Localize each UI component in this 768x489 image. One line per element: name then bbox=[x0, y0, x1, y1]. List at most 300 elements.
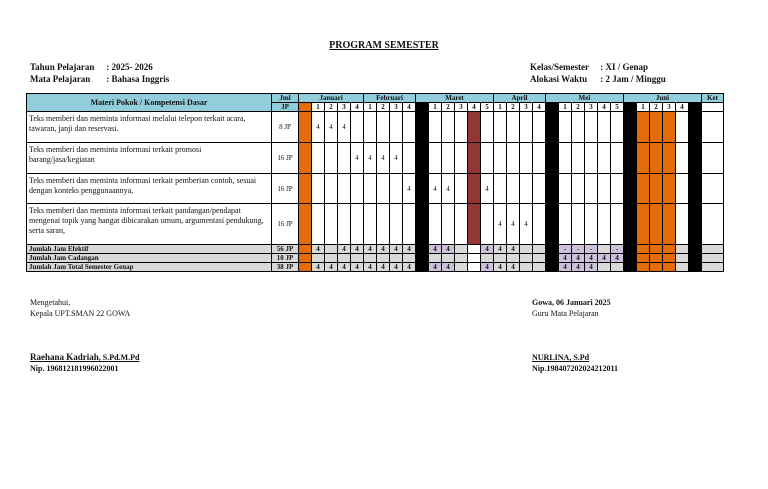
week-cell bbox=[559, 112, 572, 143]
summary-ket bbox=[702, 254, 724, 263]
week-cell bbox=[377, 204, 390, 245]
header-separator bbox=[689, 103, 702, 112]
week-cell bbox=[572, 143, 585, 174]
summary-week-cell bbox=[689, 245, 702, 254]
week-cell bbox=[455, 174, 468, 204]
summary-week-cell bbox=[403, 254, 416, 263]
summary-week-cell: 4 bbox=[507, 263, 520, 272]
week-cell bbox=[520, 174, 533, 204]
summary-week-cell bbox=[468, 254, 481, 263]
header-week: 1 bbox=[559, 103, 572, 112]
week-cell bbox=[585, 112, 598, 143]
summary-week-cell: 4 bbox=[559, 263, 572, 272]
week-cell bbox=[637, 143, 650, 174]
materi-cell: Teks memberi dan meminta informasi terkait pandangan/pendapat mengenai topik yang hangat dibicarakan umum, argumentasi pendukung, serta saran, bbox=[27, 204, 272, 245]
week-cell bbox=[585, 204, 598, 245]
mata-pelajaran-value: : Bahasa Inggris bbox=[106, 74, 170, 84]
summary-week-cell bbox=[650, 245, 663, 254]
header-week: 2 bbox=[507, 103, 520, 112]
week-cell bbox=[533, 174, 546, 204]
summary-week-cell bbox=[312, 254, 325, 263]
week-cell bbox=[676, 174, 689, 204]
summary-week-cell: - bbox=[572, 245, 585, 254]
kepala-sekolah-nip: Nip. 196812181996022001 bbox=[30, 364, 119, 373]
summary-week-cell: 4 bbox=[312, 263, 325, 272]
week-cell bbox=[611, 112, 624, 143]
header-week: 4 bbox=[403, 103, 416, 112]
summary-label: Jumlah Jam Cadangan bbox=[27, 254, 272, 263]
jml-cell: 16 JP bbox=[272, 204, 299, 245]
week-cell bbox=[624, 112, 637, 143]
summary-week-cell: 4 bbox=[494, 245, 507, 254]
kelas-semester-value: : XI / Genap bbox=[600, 62, 649, 72]
week-cell bbox=[637, 112, 650, 143]
summary-week-cell bbox=[377, 254, 390, 263]
summary-week-cell: 4 bbox=[338, 245, 351, 254]
summary-week-cell: 4 bbox=[351, 245, 364, 254]
week-cell bbox=[546, 143, 559, 174]
summary-week-cell bbox=[481, 254, 494, 263]
week-cell bbox=[520, 112, 533, 143]
week-cell: 4 bbox=[507, 204, 520, 245]
header-week: 4 bbox=[533, 103, 546, 112]
table-row bbox=[27, 204, 724, 245]
header-separator bbox=[546, 103, 559, 112]
info-right bbox=[530, 61, 666, 85]
summary-label: Jumlah Jam Efektif bbox=[27, 245, 272, 254]
week-cell bbox=[390, 174, 403, 204]
week-cell bbox=[364, 174, 377, 204]
header-ket: Ket bbox=[702, 94, 724, 103]
summary-jml: 56 JP bbox=[272, 245, 299, 254]
summary-week-cell bbox=[416, 263, 429, 272]
summary-week-cell: 4 bbox=[572, 254, 585, 263]
summary-week-cell bbox=[663, 254, 676, 263]
materi-cell: Teks memberi dan meminta informasi terkait pemberian contoh, sesuai dengan konteks penggunaannya, bbox=[27, 174, 272, 204]
week-cell bbox=[676, 204, 689, 245]
jml-cell: 8 JP bbox=[272, 112, 299, 143]
header-week: 1 bbox=[429, 103, 442, 112]
summary-week-cell bbox=[390, 254, 403, 263]
summary-week-cell bbox=[533, 254, 546, 263]
tahun-pelajaran-label: Tahun Pelajaran bbox=[30, 62, 95, 72]
summary-row bbox=[27, 254, 724, 263]
header-week: 2 bbox=[572, 103, 585, 112]
header-week: 1 bbox=[364, 103, 377, 112]
summary-jml: 10 JP bbox=[272, 254, 299, 263]
week-cell bbox=[533, 112, 546, 143]
summary-week-cell bbox=[637, 263, 650, 272]
header-week: 5 bbox=[481, 103, 494, 112]
week-cell: 4 bbox=[351, 143, 364, 174]
summary-week-cell bbox=[533, 263, 546, 272]
header-month-april: April bbox=[494, 94, 546, 103]
week-cell bbox=[598, 174, 611, 204]
kepala-sekolah-title: , S.Pd.M.Pd bbox=[98, 353, 140, 362]
week-cell: 4 bbox=[403, 174, 416, 204]
week-cell bbox=[663, 204, 676, 245]
header-ket-blank bbox=[702, 103, 724, 112]
kelas-semester-label: Kelas/Semester bbox=[530, 62, 589, 72]
header-separator bbox=[299, 103, 312, 112]
summary-week-cell: 4 bbox=[364, 263, 377, 272]
summary-week-cell: 4 bbox=[559, 254, 572, 263]
week-cell bbox=[338, 174, 351, 204]
header-jml: Jml bbox=[272, 94, 299, 103]
week-cell bbox=[611, 174, 624, 204]
summary-week-cell bbox=[650, 263, 663, 272]
week-cell bbox=[611, 204, 624, 245]
header-week: 3 bbox=[390, 103, 403, 112]
week-cell: 4 bbox=[481, 174, 494, 204]
summary-week-cell bbox=[663, 263, 676, 272]
summary-week-cell: 4 bbox=[390, 263, 403, 272]
week-cell bbox=[494, 112, 507, 143]
week-cell bbox=[416, 204, 429, 245]
week-cell bbox=[585, 143, 598, 174]
header-week: 4 bbox=[676, 103, 689, 112]
summary-week-cell bbox=[299, 263, 312, 272]
summary-week-cell: 4 bbox=[442, 245, 455, 254]
week-cell bbox=[312, 143, 325, 174]
summary-week-cell bbox=[676, 263, 689, 272]
header-week: 1 bbox=[637, 103, 650, 112]
summary-week-cell bbox=[442, 254, 455, 263]
week-cell: 4 bbox=[429, 174, 442, 204]
header-separator bbox=[416, 103, 429, 112]
summary-week-cell: - bbox=[585, 245, 598, 254]
week-cell bbox=[494, 174, 507, 204]
week-cell bbox=[442, 204, 455, 245]
header-week: 2 bbox=[377, 103, 390, 112]
summary-week-cell: 4 bbox=[442, 263, 455, 272]
summary-week-cell: 4 bbox=[312, 245, 325, 254]
week-cell bbox=[650, 143, 663, 174]
summary-week-cell bbox=[546, 245, 559, 254]
summary-week-cell bbox=[364, 254, 377, 263]
materi-cell: Teks memberi dan meminta informasi melalui telepon terkait acara, tawaran, janji dan reservasi. bbox=[27, 112, 272, 143]
week-cell bbox=[507, 174, 520, 204]
summary-ket bbox=[702, 263, 724, 272]
week-cell bbox=[377, 174, 390, 204]
header-week: 3 bbox=[663, 103, 676, 112]
header-month-juni: Juni bbox=[624, 94, 702, 103]
week-cell: 4 bbox=[520, 204, 533, 245]
week-cell bbox=[533, 143, 546, 174]
summary-week-cell bbox=[637, 254, 650, 263]
summary-week-cell: 4 bbox=[429, 245, 442, 254]
summary-week-cell: 4 bbox=[572, 263, 585, 272]
summary-week-cell bbox=[689, 254, 702, 263]
header-week: 3 bbox=[520, 103, 533, 112]
week-cell bbox=[663, 112, 676, 143]
summary-week-cell bbox=[325, 254, 338, 263]
week-cell bbox=[650, 204, 663, 245]
signature-left bbox=[30, 297, 139, 374]
week-cell bbox=[481, 204, 494, 245]
week-cell bbox=[403, 204, 416, 245]
ket-cell bbox=[702, 143, 724, 174]
week-cell bbox=[676, 112, 689, 143]
week-cell bbox=[637, 174, 650, 204]
guru-mapel-text: Guru Mata Pelajaran bbox=[532, 309, 599, 318]
week-cell bbox=[650, 112, 663, 143]
week-cell bbox=[689, 143, 702, 174]
ket-cell bbox=[702, 112, 724, 143]
tahun-pelajaran-value: : 2025- 2026 bbox=[106, 62, 153, 72]
header-week: 4 bbox=[598, 103, 611, 112]
week-cell bbox=[611, 143, 624, 174]
summary-week-cell bbox=[546, 263, 559, 272]
week-cell bbox=[351, 112, 364, 143]
header-week: 3 bbox=[338, 103, 351, 112]
header-row-months bbox=[27, 94, 724, 103]
week-cell bbox=[325, 204, 338, 245]
summary-week-cell bbox=[507, 254, 520, 263]
summary-week-cell: 4 bbox=[598, 254, 611, 263]
week-cell bbox=[663, 174, 676, 204]
week-cell bbox=[299, 174, 312, 204]
summary-week-cell bbox=[546, 254, 559, 263]
week-cell bbox=[416, 174, 429, 204]
summary-week-cell: 4 bbox=[403, 245, 416, 254]
mata-pelajaran-label: Mata Pelajaran bbox=[30, 74, 91, 84]
guru-name: NURLINA, S.Pd bbox=[532, 353, 590, 362]
header-week: 2 bbox=[650, 103, 663, 112]
week-cell bbox=[546, 174, 559, 204]
week-cell bbox=[572, 204, 585, 245]
week-cell bbox=[455, 204, 468, 245]
header-materi: Materi Pokok / Kompetensi Dasar bbox=[27, 94, 272, 112]
summary-week-cell bbox=[468, 245, 481, 254]
summary-week-cell bbox=[494, 254, 507, 263]
week-cell bbox=[351, 204, 364, 245]
summary-week-cell bbox=[416, 254, 429, 263]
week-cell bbox=[637, 204, 650, 245]
week-cell bbox=[507, 143, 520, 174]
header-week: 2 bbox=[325, 103, 338, 112]
table-row bbox=[27, 143, 724, 174]
summary-week-cell bbox=[520, 245, 533, 254]
week-cell bbox=[455, 143, 468, 174]
week-cell bbox=[624, 143, 637, 174]
summary-week-cell bbox=[689, 263, 702, 272]
header-week: 2 bbox=[442, 103, 455, 112]
week-cell bbox=[494, 143, 507, 174]
week-cell bbox=[364, 204, 377, 245]
week-cell bbox=[559, 143, 572, 174]
header-week: 1 bbox=[494, 103, 507, 112]
document-title: PROGRAM SEMESTER bbox=[329, 40, 439, 51]
week-cell bbox=[650, 174, 663, 204]
summary-ket bbox=[702, 245, 724, 254]
mengetahui-text: Mengetahui, bbox=[30, 298, 71, 307]
week-cell: 4 bbox=[312, 112, 325, 143]
week-cell bbox=[312, 174, 325, 204]
week-cell bbox=[390, 112, 403, 143]
week-cell bbox=[416, 143, 429, 174]
summary-week-cell bbox=[468, 263, 481, 272]
summary-week-cell bbox=[520, 254, 533, 263]
summary-week-cell: 4 bbox=[481, 245, 494, 254]
week-cell bbox=[429, 112, 442, 143]
summary-week-cell bbox=[299, 245, 312, 254]
week-cell bbox=[624, 174, 637, 204]
summary-week-cell: 4 bbox=[585, 254, 598, 263]
alokasi-waktu-label: Alokasi Waktu bbox=[530, 74, 588, 84]
week-cell bbox=[585, 174, 598, 204]
summary-label: Jumlah Jam Total Semester Genap bbox=[27, 263, 272, 272]
week-cell bbox=[533, 204, 546, 245]
week-cell bbox=[390, 204, 403, 245]
week-cell bbox=[546, 112, 559, 143]
header-week: 4 bbox=[468, 103, 481, 112]
week-cell: 4 bbox=[338, 112, 351, 143]
week-cell bbox=[520, 143, 533, 174]
summary-week-cell bbox=[637, 245, 650, 254]
week-cell: 4 bbox=[377, 143, 390, 174]
week-cell bbox=[403, 112, 416, 143]
week-cell: 4 bbox=[494, 204, 507, 245]
week-cell bbox=[377, 112, 390, 143]
week-cell bbox=[364, 112, 377, 143]
week-cell: 4 bbox=[325, 112, 338, 143]
summary-week-cell: 4 bbox=[403, 263, 416, 272]
summary-week-cell: 4 bbox=[338, 263, 351, 272]
summary-jml: 38 JP bbox=[272, 263, 299, 272]
summary-week-cell bbox=[351, 254, 364, 263]
week-cell bbox=[481, 143, 494, 174]
week-cell bbox=[572, 112, 585, 143]
summary-week-cell: 4 bbox=[585, 263, 598, 272]
week-cell bbox=[429, 143, 442, 174]
summary-week-cell bbox=[650, 254, 663, 263]
program-semester-table bbox=[26, 93, 724, 272]
week-cell bbox=[481, 112, 494, 143]
week-cell bbox=[312, 204, 325, 245]
summary-week-cell: 4 bbox=[325, 263, 338, 272]
header-week: 3 bbox=[455, 103, 468, 112]
week-cell bbox=[468, 174, 481, 204]
week-cell: 4 bbox=[364, 143, 377, 174]
jml-cell: 16 JP bbox=[272, 174, 299, 204]
table-row bbox=[27, 174, 724, 204]
week-cell bbox=[559, 204, 572, 245]
week-cell bbox=[468, 204, 481, 245]
week-cell bbox=[325, 174, 338, 204]
week-cell bbox=[598, 204, 611, 245]
jml-cell: 16 JP bbox=[272, 143, 299, 174]
header-week: 3 bbox=[585, 103, 598, 112]
kepala-sekolah-name: Raehana Kadriah bbox=[30, 352, 99, 362]
week-cell bbox=[468, 112, 481, 143]
week-cell bbox=[507, 112, 520, 143]
info-left bbox=[30, 61, 169, 85]
header-month-januari: Januari bbox=[299, 94, 364, 103]
summary-week-cell bbox=[624, 245, 637, 254]
week-cell bbox=[299, 112, 312, 143]
summary-week-cell: 4 bbox=[481, 263, 494, 272]
week-cell bbox=[663, 143, 676, 174]
week-cell bbox=[416, 112, 429, 143]
summary-week-cell: 4 bbox=[494, 263, 507, 272]
header-week: 4 bbox=[351, 103, 364, 112]
summary-week-cell bbox=[416, 245, 429, 254]
summary-week-cell bbox=[676, 254, 689, 263]
header-month-maret: Maret bbox=[416, 94, 494, 103]
week-cell bbox=[689, 174, 702, 204]
summary-week-cell bbox=[299, 254, 312, 263]
table-row bbox=[27, 112, 724, 143]
summary-week-cell bbox=[455, 245, 468, 254]
week-cell bbox=[403, 143, 416, 174]
week-cell bbox=[338, 204, 351, 245]
week-cell: 4 bbox=[390, 143, 403, 174]
summary-row bbox=[27, 245, 724, 254]
summary-week-cell: 4 bbox=[377, 263, 390, 272]
week-cell bbox=[429, 204, 442, 245]
alokasi-waktu-value: : 2 Jam / Minggu bbox=[600, 74, 666, 84]
week-cell bbox=[598, 143, 611, 174]
summary-week-cell bbox=[663, 245, 676, 254]
summary-week-cell bbox=[338, 254, 351, 263]
summary-week-cell bbox=[598, 245, 611, 254]
week-cell bbox=[468, 143, 481, 174]
summary-week-cell: 4 bbox=[351, 263, 364, 272]
summary-week-cell: - bbox=[559, 245, 572, 254]
week-cell bbox=[455, 112, 468, 143]
week-cell bbox=[598, 112, 611, 143]
week-cell bbox=[442, 143, 455, 174]
summary-week-cell: 4 bbox=[429, 263, 442, 272]
summary-week-cell: - bbox=[611, 245, 624, 254]
summary-week-cell: 4 bbox=[377, 245, 390, 254]
summary-week-cell: 4 bbox=[507, 245, 520, 254]
week-cell: 4 bbox=[442, 174, 455, 204]
header-week: 1 bbox=[312, 103, 325, 112]
signature-right bbox=[532, 297, 618, 374]
summary-week-cell: 4 bbox=[364, 245, 377, 254]
summary-week-cell bbox=[611, 263, 624, 272]
week-cell bbox=[325, 143, 338, 174]
summary-week-cell bbox=[624, 263, 637, 272]
week-cell bbox=[676, 143, 689, 174]
header-jp: JP bbox=[272, 103, 299, 112]
week-cell bbox=[338, 143, 351, 174]
summary-week-cell bbox=[676, 245, 689, 254]
materi-cell: Teks memberi dan meminta informasi terkait promosi barang/jasa/kegiatan bbox=[27, 143, 272, 174]
week-cell bbox=[299, 143, 312, 174]
week-cell bbox=[624, 204, 637, 245]
summary-row bbox=[27, 263, 724, 272]
ket-cell bbox=[702, 174, 724, 204]
summary-week-cell bbox=[455, 263, 468, 272]
date-place-text: Gowa, 06 Januari 2025 bbox=[532, 298, 611, 307]
header-month-mei: Mei bbox=[546, 94, 624, 103]
summary-week-cell bbox=[429, 254, 442, 263]
week-cell bbox=[689, 112, 702, 143]
summary-week-cell bbox=[533, 245, 546, 254]
summary-week-cell bbox=[624, 254, 637, 263]
summary-week-cell bbox=[520, 263, 533, 272]
summary-week-cell bbox=[455, 254, 468, 263]
summary-week-cell bbox=[598, 263, 611, 272]
header-month-februari: Februari bbox=[364, 94, 416, 103]
week-cell bbox=[351, 174, 364, 204]
week-cell bbox=[559, 174, 572, 204]
header-week: 5 bbox=[611, 103, 624, 112]
week-cell bbox=[546, 204, 559, 245]
